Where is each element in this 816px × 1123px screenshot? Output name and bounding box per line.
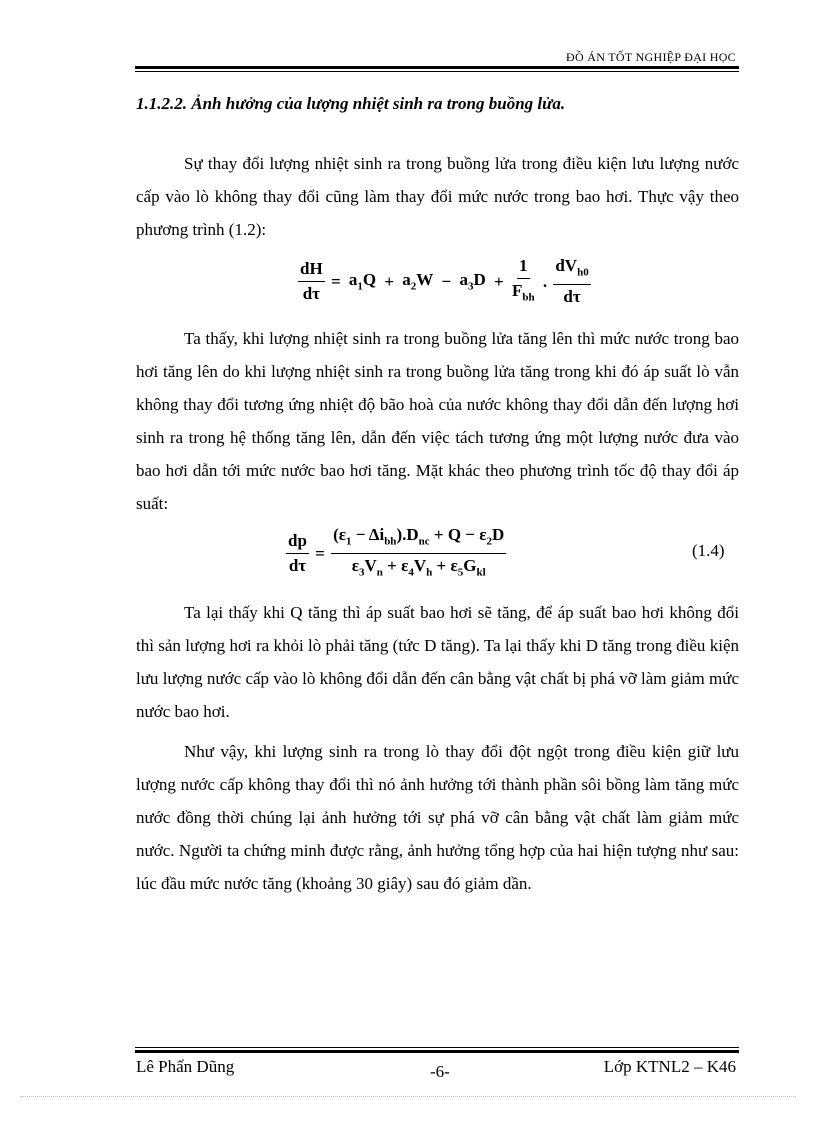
eq2-denominator: $\varepsilon_3V_n + \varepsilon_4V_h + \varepsilon_5G_{kl}$	[351, 556, 486, 579]
eq1-lhs-den: dτ	[302, 284, 320, 304]
paragraph-1: Sự thay đổi lượng nhiệt sinh ra trong buồng lửa trong điều kiện lưu lượng nước cấp vào lò không thay đổi cũng làm thay đổi mức nước trong bao hơi. Thực vậy theo phương trình (1.2):	[136, 154, 739, 239]
footer-rule-thick	[135, 1050, 739, 1053]
header-title: ĐỒ ÁN TỐT NGHIỆP ĐẠI HỌC	[566, 50, 736, 64]
eq2-equals: =	[315, 543, 325, 563]
eq1-term-a3d: $a_3D$	[459, 270, 486, 293]
equation-1	[298, 256, 591, 307]
footer-page-number: -6-	[430, 1062, 450, 1081]
page-bottom-border	[20, 1096, 796, 1097]
eq2-lhs-fraction: $\frac{dp}{d\tau}$	[288, 531, 307, 576]
header-rule-thick	[135, 66, 739, 69]
eq1-term-a2w: $a_2W$	[402, 270, 434, 293]
eq1-minus: −	[441, 271, 452, 291]
paragraph-4: Như vậy, khi lượng sinh ra trong lò thay đổi đột ngột trong điều kiện giữ lưu lượng nước cấp không thay đổi thì nó ảnh hưởng tới thành phần sôi bồng làm tăng mức nước đồng thời chúng lại ảnh hưởng tới sự phá vỡ cân bằng vật chất làm giảm mức nước. Người ta chứng minh được rằng, ảnh hưởng tổng hợp của hai hiện tượng như sau: lúc đầu mức nước tăng (khoảng 30 giây) sau đó giảm dần.	[136, 742, 739, 893]
eq1-lhs-num: dH	[298, 259, 325, 282]
eq1-term-a1q: $a_1Q$	[348, 270, 377, 293]
footer-author: Lê Phấn Dũng	[136, 1057, 235, 1076]
eq1-plus-1: +	[384, 271, 395, 291]
header-rule-thin	[135, 71, 739, 72]
eq1-plus-2: +	[494, 271, 504, 291]
eq2-rhs-fraction	[331, 525, 506, 583]
footer-class: Lớp KTNL2 – K46	[603, 1057, 736, 1076]
section-title: 1.1.2.2. Ảnh hưởng của lượng nhiệt sinh ra trong buồng lửa.	[136, 94, 566, 113]
equation-2	[286, 525, 506, 583]
eq1-lhs-fraction	[298, 259, 325, 304]
eq1-dot: .	[542, 271, 548, 291]
eq1-equals: =	[330, 271, 341, 291]
eq1-fraction-dvh0: $\frac{dV_{h0}}{d\tau}$	[555, 256, 589, 307]
eq2-numerator: $(\varepsilon_1 - \Delta i_{bh}).D_{nc} + Q - \varepsilon_2D$	[331, 525, 506, 554]
equation-number: (1.4)	[692, 541, 725, 560]
eq1-fraction-1-over-fbh: $\frac{1}{F_{bh}}$	[511, 256, 535, 304]
paragraph-3: Ta lại thấy khi Q tăng thì áp suất bao hơi sẽ tăng, để áp suất bao hơi không đổi thì sản lượng hơi ra khỏi lò phải tăng (tức D tăng). Ta lại thấy khi D tăng trong điều kiện lưu lượng nước cấp vào lò không đổi dẫn đến cân bằng vật chất bị phá vỡ làm giảm mức nước bao hơi.	[136, 603, 739, 721]
footer-rule-thin	[135, 1047, 739, 1048]
paragraph-2: Ta thấy, khi lượng nhiệt sinh ra trong buồng lửa tăng lên thì mức nước trong bao hơi tăng lên do khi lượng nhiệt sinh ra trong buồng lửa tăng trong khi đó áp suất lò vẫn không thay đổi tương ứng nhiệt độ bão hoà của nước không thay đổi dẫn đến lượng hơi sinh ra trong hệ thống tăng lên, dẫn đến việc tách tương ứng một lượng nước đưa vào bao hơi dẫn tới mức nước bao hơi tăng. Mặt khác theo phương trình tốc độ thay đổi áp suất:	[136, 329, 739, 513]
